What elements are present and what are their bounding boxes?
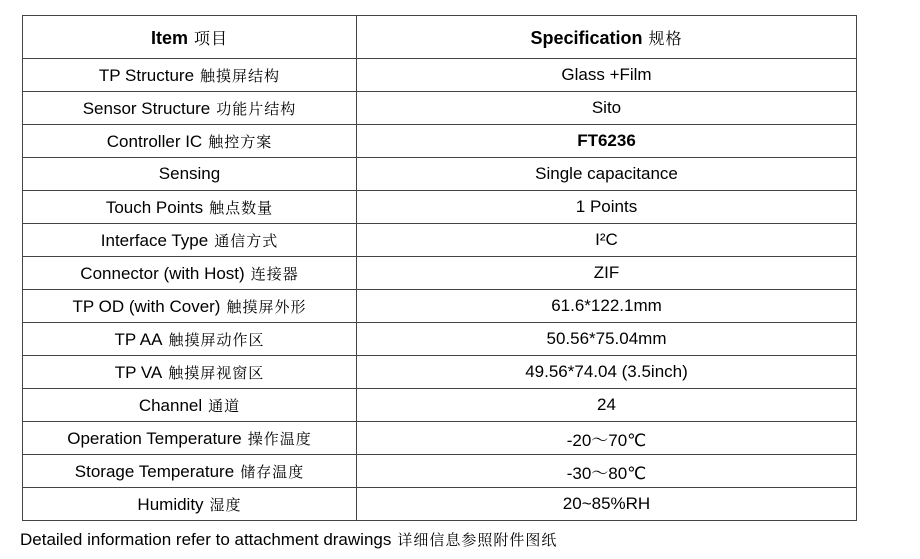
item-label-cn: 触摸屏结构 — [200, 66, 281, 85]
item-label-cn: 湿度 — [209, 495, 242, 514]
item-cell — [23, 59, 357, 92]
item-cell — [23, 257, 357, 290]
value-cell: Glass +Film — [357, 59, 857, 92]
table-row — [23, 224, 857, 257]
item-label-cn: 触点数量 — [209, 198, 274, 217]
item-label-en: TP Structure — [98, 65, 195, 85]
item-cell — [23, 356, 357, 389]
table-row — [23, 92, 857, 125]
value-cell: 1 Points — [357, 191, 857, 224]
value-cell: 61.6*122.1mm — [357, 290, 857, 323]
value-cell: Sito — [357, 92, 857, 125]
footnote-cn: 详细信息参照附件图纸 — [397, 531, 558, 549]
item-label-en: Storage Temperature — [74, 461, 235, 481]
item-label-en: Channel — [138, 395, 203, 415]
item-cell — [23, 389, 357, 422]
item-label-cn: 通道 — [208, 396, 241, 415]
item-label-cn: 功能片结构 — [216, 99, 297, 118]
table-row — [23, 257, 857, 290]
table-row — [23, 59, 857, 92]
table-header-row — [23, 16, 857, 59]
table-row — [23, 389, 857, 422]
item-cell — [23, 125, 357, 158]
item-label-en: Interface Type — [100, 230, 209, 250]
item-label-en: TP VA — [114, 362, 163, 382]
table-row — [23, 158, 857, 191]
value-cell: I²C — [357, 224, 857, 257]
table-row — [23, 290, 857, 323]
table-row — [23, 356, 857, 389]
item-header-cn: 项目 — [194, 28, 229, 48]
value-cell: -30～80℃ — [357, 455, 857, 488]
value-cell: Single capacitance — [357, 158, 857, 191]
value-cell: 20~85%RH — [357, 488, 857, 521]
item-label-cn: 触摸屏视窗区 — [168, 363, 265, 382]
item-label-cn: 储存温度 — [240, 462, 305, 481]
table-row — [23, 422, 857, 455]
item-label-en: Connector (with Host) — [80, 263, 245, 283]
item-label-en: Touch Points — [105, 197, 204, 217]
item-label-en: Operation Temperature — [67, 428, 242, 448]
specification-table — [22, 15, 857, 521]
value-cell: 24 — [357, 389, 857, 422]
item-label-cn: 触控方案 — [208, 132, 273, 151]
item-cell — [23, 422, 357, 455]
table-row — [23, 125, 857, 158]
item-label-en: TP AA — [114, 329, 163, 349]
spec-header-cn: 规格 — [648, 28, 683, 48]
table-row — [23, 191, 857, 224]
item-cell — [23, 191, 357, 224]
table-row — [23, 455, 857, 488]
item-cell — [23, 92, 357, 125]
value-cell: ZIF — [357, 257, 857, 290]
footnote-en: Detailed information refer to attachment drawings — [20, 530, 392, 549]
item-label-cn: 操作温度 — [247, 429, 312, 448]
footnote — [20, 529, 557, 550]
table-row — [23, 323, 857, 356]
specification-column-header — [357, 16, 857, 59]
item-label-en: TP OD (with Cover) — [72, 296, 221, 316]
value-cell: 49.56*74.04 (3.5inch) — [357, 356, 857, 389]
item-label-en: Humidity — [137, 494, 204, 514]
value-cell: 50.56*75.04mm — [357, 323, 857, 356]
spec-header-en: Specification — [530, 27, 643, 48]
item-cell — [23, 224, 357, 257]
table-row — [23, 488, 857, 521]
item-label-en: Controller IC — [106, 131, 203, 151]
item-label-en: Sensing — [158, 164, 221, 183]
item-column-header — [23, 16, 357, 59]
value-cell: -20～70℃ — [357, 422, 857, 455]
item-label-cn: 通信方式 — [214, 231, 279, 250]
item-cell — [23, 323, 357, 356]
item-cell — [23, 488, 357, 521]
item-header-en: Item — [150, 27, 188, 48]
item-label-cn: 连接器 — [250, 264, 299, 283]
item-cell — [23, 290, 357, 323]
item-label-cn: 触摸屏动作区 — [168, 330, 265, 349]
value-cell: FT6236 — [357, 125, 857, 158]
item-cell — [23, 455, 357, 488]
item-label-cn: 触摸屏外形 — [226, 297, 307, 316]
item-cell — [23, 158, 357, 191]
item-label-en: Sensor Structure — [82, 98, 211, 118]
